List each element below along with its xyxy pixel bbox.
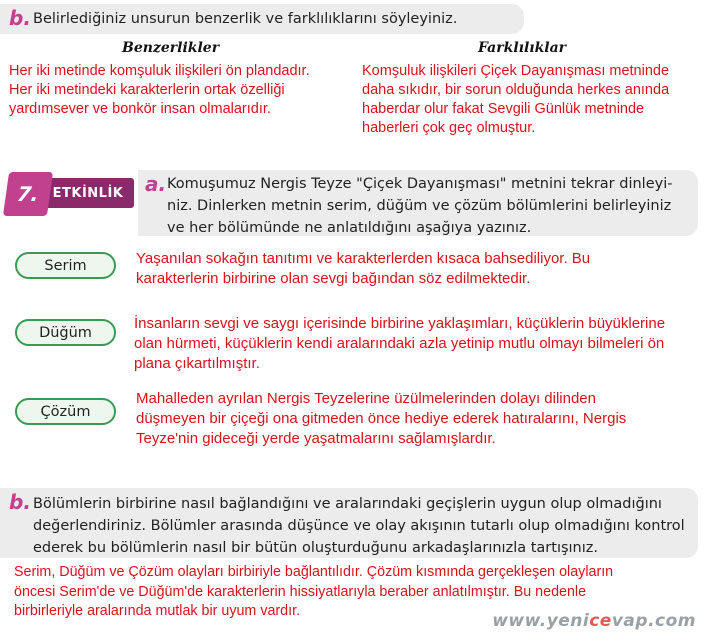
watermark-suffix: vap.com — [611, 611, 696, 631]
similarities-heading: Benzerlikler — [122, 40, 220, 56]
activity-badge — [6, 170, 134, 218]
similarities-line: Her iki metindeki karakterlerin ortak özelliği — [9, 82, 285, 98]
dugum-line: plana çıkartılmıştır. — [134, 355, 260, 372]
b2-answer-line: Serim, Düğüm ve Çözüm olayları birbiriyle bağlantılıdır. Çözüm kısmında gerçekleşen olayların — [14, 564, 614, 580]
b2-answer-line: birbirleriyle aralarında mutlak bir uyum vardır. — [14, 603, 301, 619]
serim-line: karakterlerin birbirine olan sevgi bağından söz edilmektedir. — [136, 270, 531, 287]
serim-label: Serim — [15, 252, 116, 279]
differences-line: haberdar olur fakat Sevgili Günlük metninde — [362, 101, 645, 117]
question-text-b1: Belirlediğiniz unsurun benzerlik ve farklılıklarını söyleyiniz. — [33, 11, 458, 27]
activity-label: ETKİNLİK — [42, 178, 134, 208]
dugum-answer — [134, 314, 665, 374]
question-line: değerlendiriniz. Bölümler arasında düşünce ve olay akışının tutarlı olup olmadığını kontrol — [33, 518, 685, 534]
activity-number: 7. — [3, 172, 53, 216]
differences-line: daha sıkıdır, bir sorun olduğunda herkes anında — [362, 82, 670, 98]
dugum-label: Düğüm — [15, 319, 116, 346]
b2-answer-line: öncesi Serim'de ve Düğüm'de karakterlerin hissiyatlarıyla beraber anlatılmıştır. Bu nedenle — [14, 583, 587, 600]
question-letter-a: a. — [145, 172, 167, 196]
site-watermark — [492, 611, 696, 631]
watermark-accent: ce — [589, 611, 612, 631]
cozum-label: Çözüm — [15, 398, 116, 425]
question-letter-b1: b. — [9, 6, 31, 30]
cozum-answer — [136, 389, 626, 449]
question-letter-b2: b. — [9, 490, 31, 514]
cozum-line: Teyze'nin gideceği yerde yaşatmalarını sağlamışlardır. — [136, 430, 496, 447]
differences-line: haberleri çok geç olmuştur. — [362, 120, 536, 136]
serim-answer — [136, 249, 590, 289]
watermark-prefix: www.yeni — [492, 611, 590, 631]
question-line: Bölümlerin birbirine nasıl bağlandığını ve aralarındaki geçişlerin uygun olup olmadığını — [33, 496, 662, 512]
activity-instruction — [167, 173, 672, 239]
similarities-line: Her iki metinde komşuluk ilişkileri ön plandadır. — [9, 63, 310, 79]
question-text-b2 — [33, 493, 685, 559]
instruction-line: ve her bölümünde ne anlatıldığını aşağıya yazınız. — [167, 220, 532, 236]
instruction-line: Komuşumuz Nergis Teyze "Çiçek Dayanışması" metnini tekrar dinleyi- — [167, 176, 673, 192]
instruction-line: niz. Dinlerken metnin serim, düğüm ve çözüm bölümlerini belirleyiniz — [167, 198, 672, 214]
question-line: ederek bu bölümlerin nasıl bir bütün oluşturduğunu arkadaşlarınızla tartışınız. — [33, 540, 598, 556]
cozum-line: düşmeyen bir çiçeği ona gitmeden önce hediye ederek hatıralarını, Nergis — [136, 410, 627, 427]
dugum-line: olan hürmeti, küçüklerin kendi aralarındaki azla yetinip mutlu olmayı bilmeleri ön — [134, 335, 665, 352]
cozum-line: Mahalleden ayrılan Nergis Teyzelerine üzülmelerinden dolayı dilinden — [136, 390, 596, 407]
similarities-answer — [9, 62, 310, 119]
serim-line: Yaşanılan sokağın tanıtımı ve karakterlerden kısaca bahsediliyor. Bu — [136, 250, 591, 267]
differences-line: Komşuluk ilişkileri Çiçek Dayanışması metninde — [362, 63, 670, 79]
differences-answer — [362, 62, 669, 138]
similarities-line: yardımsever ve bonkör insan olmalarıdır. — [9, 101, 271, 117]
differences-heading: Farklılıklar — [478, 40, 567, 56]
dugum-line: İnsanların sevgi ve saygı içerisinde birbirine yaklaşımları, küçüklerin büyüklerine — [134, 315, 666, 332]
